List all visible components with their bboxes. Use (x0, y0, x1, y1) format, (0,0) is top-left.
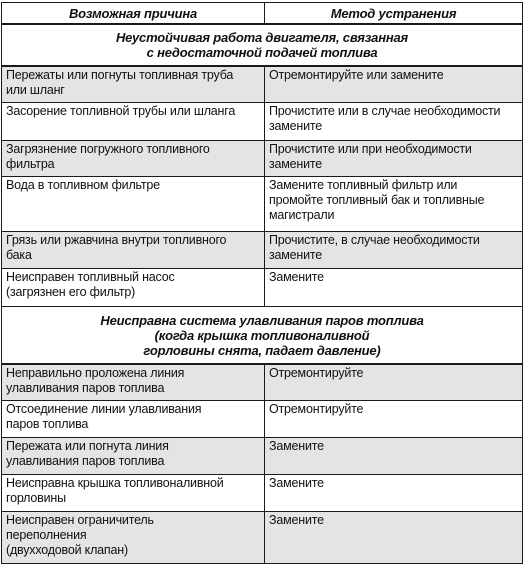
cause-cell: Загрязнение погружного топливного фильтра (6, 142, 210, 171)
table-row (2, 232, 523, 269)
table-row (2, 438, 523, 475)
remedy-cell: Отремонтируйте или замените (269, 68, 444, 82)
table-row (2, 475, 523, 512)
table-row (2, 401, 523, 438)
remedy-cell: Прочистите или в случае необходимости замените (269, 104, 501, 133)
table-row (2, 66, 523, 103)
remedy-cell: Отремонтируйте (269, 402, 364, 416)
cause-cell: Неправильно проложена линия улавливания паров топлива (6, 366, 185, 395)
remedy-cell: Прочистите, в случае необходимости замените (269, 233, 480, 262)
remedy-cell: Замените (269, 476, 324, 490)
remedy-cell: Замените топливный фильтр или промойте топливный бак и топливные магистрали (269, 178, 485, 222)
table-row (2, 177, 523, 232)
header-row (2, 3, 523, 25)
remedy-cell: Прочистите или при необходимости замените (269, 142, 472, 171)
cause-cell: Пережата или погнута линия улавливания паров топлива (6, 439, 169, 468)
cause-cell: Вода в топливном фильтре (6, 178, 160, 192)
table-row (2, 512, 523, 564)
remedy-cell: Замените (269, 513, 324, 527)
section-header-row (2, 24, 523, 66)
cause-cell: Отсоединение линии улавливания паров топлива (6, 402, 202, 431)
section-title-evap-system: Неисправна система улавливания паров топлива (когда крышка топливоналивной горловины снята, падает давление) (100, 312, 424, 358)
table-row (2, 364, 523, 401)
section-header-row (2, 307, 523, 365)
troubleshooting-table (1, 2, 523, 564)
remedy-cell: Замените (269, 270, 324, 284)
table-row (2, 269, 523, 307)
section-title-fuel-supply: Неустойчивая работа двигателя, связанная с недостаточной подачей топлива (115, 30, 409, 60)
cause-cell: Пережаты или погнуты топливная труба или шланг (6, 68, 234, 97)
cause-cell: Засорение топливной трубы или шланга (6, 104, 236, 118)
table-row (2, 103, 523, 141)
header-remedy: Метод устранения (265, 3, 523, 25)
cause-cell: Грязь или ржавчина внутри топливного бака (6, 233, 227, 262)
cause-cell: Неисправна крышка топливоналивной горловины (6, 476, 224, 505)
header-cause: Возможная причина (2, 3, 265, 25)
cause-cell: Неисправен топливный насос (загрязнен его фильтр) (6, 270, 175, 299)
table-row (2, 141, 523, 177)
cause-cell: Неисправен ограничитель переполнения (двухходовой клапан) (6, 513, 154, 557)
remedy-cell: Отремонтируйте (269, 366, 364, 380)
remedy-cell: Замените (269, 439, 324, 453)
